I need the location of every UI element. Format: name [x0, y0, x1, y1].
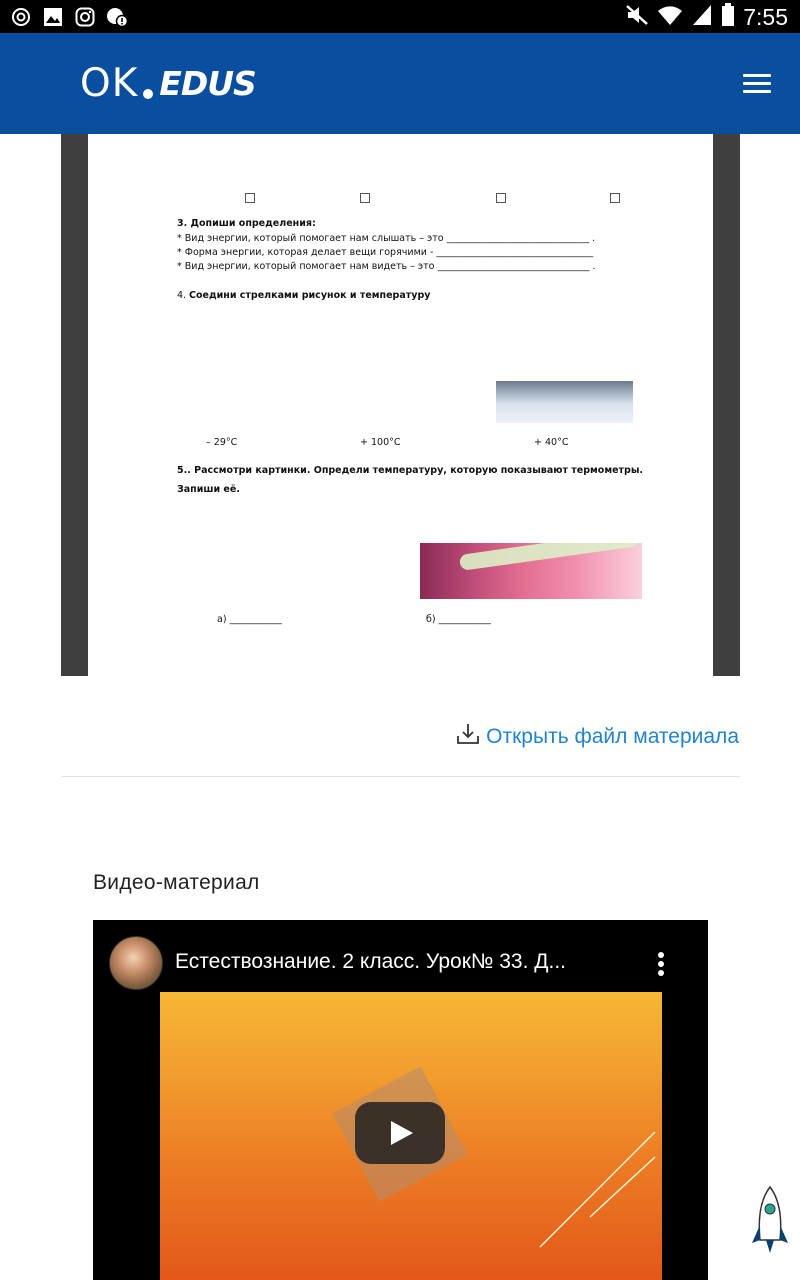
rocket-icon[interactable]	[750, 1185, 790, 1260]
signal-icon	[691, 3, 713, 32]
document-page	[88, 134, 713, 676]
more-vertical-icon[interactable]	[658, 952, 664, 976]
status-left-icons	[10, 6, 128, 28]
temp-label-1: – 29°C	[206, 437, 238, 448]
play-icon[interactable]	[355, 1102, 445, 1164]
instagram-icon	[74, 6, 96, 28]
video-section-title: Видео-материал	[93, 871, 260, 894]
winter-forest-image	[496, 381, 633, 423]
image-icon	[42, 6, 64, 28]
sync-icon	[10, 6, 32, 28]
temp-label-3: + 40°C	[534, 437, 569, 448]
status-bar	[0, 0, 800, 33]
question-3-line-1: * Вид энергии, который помогает нам слышать – это ______________________________ .	[177, 233, 596, 244]
open-file-link[interactable]	[456, 722, 739, 752]
status-time: 7:55	[743, 4, 788, 30]
answer-b: б) ___________	[426, 614, 491, 625]
alert-icon	[106, 6, 128, 28]
wifi-icon	[657, 3, 683, 32]
battery-icon	[721, 3, 735, 32]
question-3-line-2: * Форма энергии, которая делает вещи горячими - _________________________________	[177, 247, 594, 258]
download-icon	[456, 722, 480, 752]
question-4-title: Соедини стрелками рисунок и температуру	[189, 290, 431, 301]
divider	[61, 776, 740, 777]
checkbox-1	[245, 193, 255, 203]
site-logo[interactable]	[80, 61, 256, 105]
document-viewer[interactable]	[61, 134, 740, 676]
question-5-line-1: 5.. Рассмотри картинки. Определи температуру, которую показывают термометры.	[177, 465, 644, 476]
question-5-line-2: Запиши её.	[177, 484, 240, 495]
temp-label-2: + 100°C	[360, 437, 401, 448]
answer-a: а) ___________	[217, 614, 282, 625]
question-3-title: 3. Допиши определения:	[177, 218, 316, 229]
checkbox-2	[360, 193, 370, 203]
video-title[interactable]: Естествознание. 2 класс. Урок№ 33. Д...	[175, 950, 566, 973]
video-player[interactable]	[93, 920, 708, 1280]
question-4-number: 4.	[177, 290, 187, 301]
site-header	[0, 33, 800, 134]
logo-dot	[143, 89, 153, 99]
open-file-label: Открыть файл материала	[486, 725, 739, 748]
thermometer-image	[420, 543, 642, 599]
question-3-line-3: * Вид энергии, который помогает нам видеть – это ________________________________ .	[177, 261, 596, 272]
logo-edus-text: EDUS	[159, 63, 256, 103]
logo-ok-text: OK	[80, 60, 139, 106]
mute-icon	[625, 4, 649, 31]
status-right-icons	[625, 3, 788, 32]
checkbox-4	[610, 193, 620, 203]
checkbox-3	[496, 193, 506, 203]
channel-avatar[interactable]	[109, 936, 163, 990]
hamburger-icon[interactable]	[743, 74, 771, 94]
